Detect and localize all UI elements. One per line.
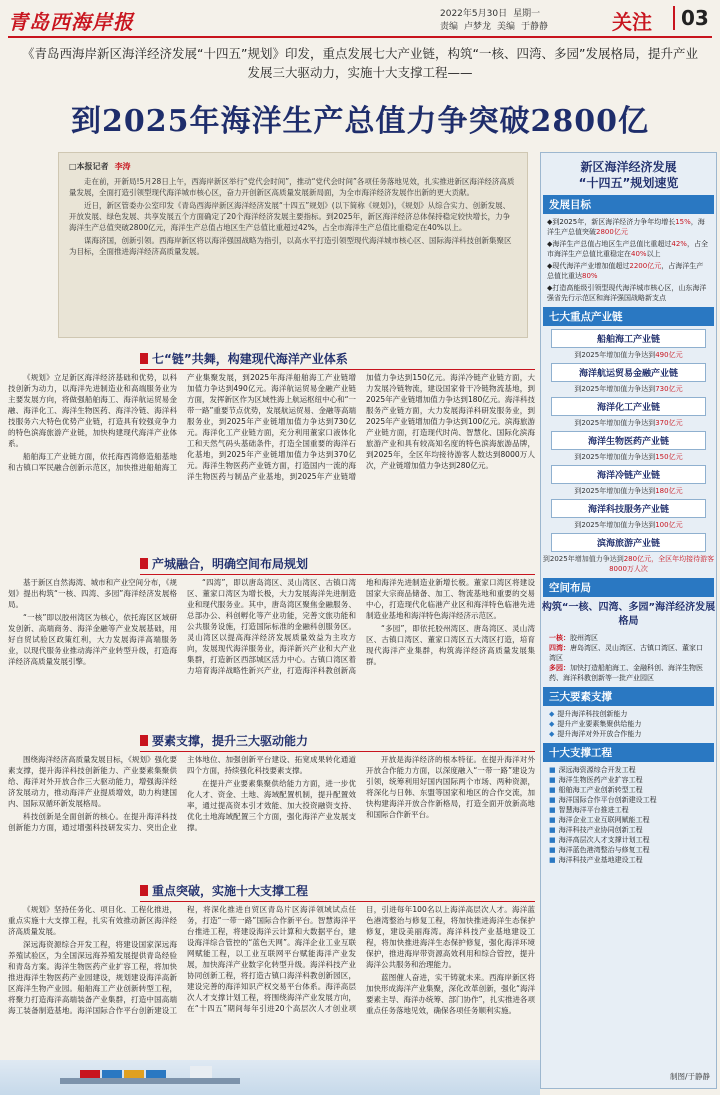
goal-item: ◆海洋生产总值占地区生产总值比重超过42%，占全市海洋生产总值比重稳定在40%以上 [547, 240, 708, 258]
list-item: ■ 海洋企业工业互联网赋能工程 [549, 816, 650, 824]
body-paragraph: 围绕海洋经济高质量发展目标，《规划》强化要素支撑，提升海洋科技创新能力、产业要素集聚供给、海洋对外开放合作三大驱动能力，增强海洋经济发展动力，推动海洋产业提质增效，助力构建国内、国际双循环新发展格局。 [8, 755, 177, 808]
issue-weekday: 星期一 [513, 9, 541, 19]
body-paragraph: “一核”即以胶州湾区为核心，依托海区区域研发创新、高端商务、海洋金融等产业发展基础，用好自贸试验区政策红利，大力发展海洋高端服务业，以现代服务业推动海洋产业转型升级，打造海洋经济高质量发展引擎。 [8, 613, 177, 666]
list-item: ■ 海洋蓝色港湾整治与修复工程 [549, 846, 650, 854]
sidebar-title-line: 新区海洋经济发展 [580, 160, 677, 174]
drives-list [549, 709, 708, 739]
chain-name: 海洋化工产业链 [551, 397, 706, 416]
layout-row: 多园：加快打造船舶海工、金融科创、海洋生物医药、海洋科教创新等一批产业园区 [549, 664, 703, 682]
chain-name: 海洋生物医药产业链 [551, 431, 706, 450]
body-paragraph: 深远海资源综合开发工程，将建设国家深远海养殖试验区，为全国深远海养殖发展提供青岛经验和青岛方案。海洋生物医药产业扩容工程，将加快推进海洋生物医药产业园建设，规划建设海洋高新区海洋生物产业园。船舶海工产业创新转型工程，将聚力打造海洋高端装备产业集群，打造中国高端海工装备制造基地。海洋国际合作平台创新建设工程，将深化推进自贸区青岛片区海洋领域试点任务，打造“一带一路”国际合作新平台。智慧海洋平台推进工程，将建设海洋云计算和大数据平台，建设海洋综合管控的“蓝色天网”。海洋企业工业互联网赋能工程，以工业互联网平台赋能海洋产业发展，加快海洋产业数字化转型升级。海洋科技产业协同创新工程，将打造古镇口海洋科教创新园区，建设完善的海洋知识产权交易平台体系。海洋高层次人才支撑计划工程，将围绕海洋产业发展方向，在“十四五”期间每年引进20个高层次人才创业项目，引进每年100名以上海洋高层次人才。海洋蓝色港湾整治与修复工程，将加快推进海洋生态保护修复，建设美丽海湾。海洋科技产业基地建设工程，将加快推进海洋生态保护修复，强化海洋环境保护，推进海岸带资源高效利用和综合管控，提升海洋公共服务和治理能力。 [8, 905, 535, 1015]
section-name: 关注 [612, 10, 652, 34]
byline-name: 李涛 [114, 162, 131, 171]
section-2-heading [140, 555, 535, 575]
header-meta [440, 8, 615, 34]
chain-value: 到2025年增加值力争达到150亿元 [574, 453, 683, 461]
layout-bar: 空间布局 [543, 578, 714, 597]
body-paragraph: 蓝图催人奋进，实干铸就未来。西海岸新区将加快形成海洋产业集聚，深化改革创新，强化“海洋要素主导、海洋办统筹、部门协作”，扎实推进各项重点任务落地见效，确保各项任务顺利实施。 [366, 973, 535, 1015]
sidebar-title-line: “十四五”规划速览 [578, 176, 679, 190]
list-item: ■ 深远海资源综合开发工程 [549, 766, 636, 774]
lead-paragraph: 走在前，开新局!5月28日上午，西海岸新区举行“党代会时间”，推动“党代会时间”各项任务落地见效，扎实推进新区海洋经济高质量发展，全面打造引领型现代海洋城市核心区，奋力开创新区高质量发展新局面，为全市海洋经济发展作出新的更大贡献。 [69, 177, 515, 197]
body-paragraph: 科技创新是全面创新的核心。在提升海洋科技创新能力方面，通过增强科技研发实力、突出企业主体地位、加强创新平台建设、拓宽成果转化通道四个方面，持续强化科技要素支撑。 [8, 755, 356, 832]
masthead-logo: 青岛西海岸报 [8, 10, 134, 34]
chain-value: 到2025年增加值力争达到490亿元 [574, 351, 683, 359]
graphic-credit: 制图/于静静 [669, 1072, 710, 1081]
lead-paragraph: 谋海济国，创新引领。西海岸新区将以海洋强国战略为指引，以高水平打造引领型现代海洋城市核心区、国际海洋科技创新集聚区为目标，全面推进海洋经济高质量发展。 [69, 236, 512, 256]
byline-label: □本报记者 [69, 162, 109, 171]
projects-bar: 十大支撑工程 [543, 743, 714, 762]
section-1-body [8, 372, 535, 552]
page-number: 03 [673, 6, 709, 30]
sidebar-infographic [540, 152, 717, 1089]
issue-date: 2022年5月30日 [440, 9, 508, 19]
list-item: ■ 海洋科技产业基地建设工程 [549, 856, 643, 864]
goals-list [547, 217, 710, 303]
layout-row: 四湾：唐岛湾区、灵山湾区、古镇口湾区、董家口湾区 [549, 644, 703, 662]
article-subtitle: 《青岛西海岸新区海洋经济发展“十四五”规划》印发，重点发展七大产业链，构筑“一核、四湾、多园”发展格局，提升产业发展三大驱动力，实施十大支撑工程—— [22, 46, 698, 80]
goal-item: ◆到2025年，新区海洋经济力争年均增长15%，海洋生产总值突破2800亿元 [547, 218, 705, 236]
body-paragraph: 《规划》立足新区海洋经济基础和优势，以科技创新为动力，以海洋先进制造业和高端服务业为主要发展方向，将做强船舶海工、海洋航运贸易金融、海洋化工、海洋生物医药、海洋冷链、海洋科技服务六大特色优势产业链，打造具有较强竞争力的特色滨海旅游产业链，加快构建现代海洋产业体系。 [8, 373, 177, 448]
goals-bar: 发展目标 [543, 195, 714, 214]
art-label: 美编 [497, 22, 516, 32]
list-item: ■ 智慧海洋平台推进工程 [549, 806, 629, 814]
article-headline: 到2025年海洋生产总值力争突破2800亿 [71, 104, 649, 139]
section-title: 重点突破，实施十大支撑工程 [152, 884, 309, 898]
section-title: 七“链”共舞，构建现代海洋产业体系 [152, 352, 348, 366]
body-paragraph: “四湾”，即以唐岛湾区、灵山湾区、古镇口湾区、董家口湾区为增长极，大力发展海洋先进制造业和现代服务业。其中，唐岛湾区聚焦金融服务、总部办公、科创孵化等产业功能，完善文旅功能和公共服务设施，打造国际标准的金融科创服务区。灵山湾区以提高海洋经济发展质量效益为主攻方向，发展现代海洋服务业，海洋新兴产业和大产业集群，打造新区西部城区活力中心。古镇口湾区着力培育海洋战略性新兴产业，打造海洋科教创新高地和海洋先进制造业新增长极。董家口湾区将建设国家大宗商品储备、加工、物流基地和重要的交易中心，打造现代化临港产业区和海洋特色临港先进制造业基地和海洋特色海洋经济示范区。 [187, 578, 535, 675]
body-paragraph: 在提升产业要素集聚供给能力方面，进一步优化人才、资金、土地、海域配置机制，提升配置效率，通过提高资本引才效能、加大投资融资支持、优化土地海域配置三个方面，强化海洋产业发展支撑。 [187, 779, 356, 832]
body-paragraph: 《规划》坚持任务化、项目化、工程化推进，重点实施十大支撑工程，扎实有效推动新区海洋经济高质量发展。 [8, 905, 177, 936]
chain-value: 到2025年增加值力争达到280亿元，全区年均接待游客8000万人次 [542, 555, 715, 573]
list-item: ■ 海洋国际合作平台创新建设工程 [549, 796, 657, 804]
chain-value: 到2025年增加值力争达到370亿元 [574, 419, 683, 427]
section-1-heading [140, 350, 535, 370]
body-paragraph: 基于新区自然海湾、城市和产业空间分布，《规划》提出构筑“一核、四湾、多园”海洋经济发展格局。 [8, 578, 177, 609]
section-4-heading [140, 882, 535, 902]
header-divider [8, 36, 712, 38]
ship-illustration [40, 1064, 260, 1088]
section-3-body [8, 754, 535, 879]
chains-list [541, 329, 716, 574]
layout-row: 一核：胶州湾区 [549, 634, 598, 642]
byline [69, 161, 517, 172]
chain-name: 海洋科技服务产业链 [551, 499, 706, 518]
projects-list [549, 765, 708, 865]
layout-rows [549, 633, 708, 683]
list-item: ◆ 提升海洋科技创新能力 [549, 710, 628, 718]
lead-paragraph: 近日，新区管委办公室印发《青岛西海岸新区海洋经济发展“十四五”规划》(以下简称《规划》)，《规划》从综合实力、创新发展、开放发展、绿色发展、共享发展五个方面确定了20个海洋经济发展主要指标。到2025年，新区海洋经济总体保持稳定较快增长，力争海洋生产总值突破2800亿元，海洋生产总值占地区生产总值比重超过42%，占全市海洋生产总值比重稳定在40%以上。 [69, 201, 511, 232]
chains-bar: 七大重点产业链 [543, 307, 714, 326]
section-title: 要素支撑，提升三大驱动能力 [152, 734, 309, 748]
body-paragraph: 开放是海洋经济的根本特征。在提升海洋对外开放合作能力方面，以深度融入“一带一路”建设为引领，统筹利用好国内国际两个市场、两种资源，将深化与日韩、东盟等国家和地区的合作交流，加快构建海洋开放合作新格局，打造全面开放新高地和国际合作新平台。 [366, 755, 535, 819]
chain-name: 船舶海工产业链 [551, 329, 706, 348]
chain-value: 到2025年增加值力争达到100亿元 [574, 521, 683, 529]
drives-bar: 三大要素支撑 [543, 687, 714, 706]
list-item: ■ 海洋科技产业协同创新工程 [549, 826, 643, 834]
body-paragraph: 船舶海工产业链方面，依托海西湾修造船基地和古镇口军民融合创新示范区，加快推进船舶海工产业集聚发展，到2025年海洋船舶海工产业链增加值力争达到490亿元。海洋航运贸易金融产业链方面，发挥新区作为区域性海上航运枢纽中心和“一带一路”重要节点优势，发展航运贸易、金融等高端服务业，到2025年产业链增加值力争达到730亿元。海洋化工产业链方面，充分利用董家口液体化工和天然气码头基础条件，打造全国重要的海洋石化基地，到2025年产业链增加值力争达到370亿元。海洋生物医药产业链方面，打造国内一流的海洋生物医药与制品产业基地，到2025年产业链增加值力争达到150亿元。海洋冷链产业链方面，大力发展冷链物流，建设国家骨干冷链物流基地，到2025年产业链增加值力争达到180亿元。海洋科技服务产业链方面，大力发展海洋科研发服务业，到2025年产业链增加值力争达到100亿元。滨海旅游产业链方面，打造现代时尚、智慧化、国际化滨海旅游产业和具有较高知名度的特色滨海旅游品牌，到2025年，全区年均接待游客人数达到8000万人次，产业链增加值力争达到280亿元。 [8, 373, 535, 481]
chain-name: 海洋航运贸易金融产业链 [551, 363, 706, 382]
list-item: ◆ 提升产业要素集聚供给能力 [549, 720, 642, 728]
chain-value: 到2025年增加值力争达到180亿元 [574, 487, 683, 495]
list-item: ■ 海洋高层次人才支撑计划工程 [549, 836, 650, 844]
sidebar-title [541, 159, 716, 191]
goal-item: ◆现代海洋产业增加值超过2200亿元，占海洋生产总值比重达80% [547, 262, 704, 280]
section-2-body [8, 577, 535, 727]
lead-box [58, 152, 528, 338]
chain-value: 到2025年增加值力争达到730亿元 [574, 385, 683, 393]
body-paragraph: “多园”，即依托胶州湾区、唐岛湾区、灵山湾区、古镇口湾区、董家口湾区五大湾区打造，培育现代海洋产业集群，构筑海洋经济高质量发展集群。 [366, 624, 535, 666]
editor-name: 卢梦龙 [464, 22, 492, 32]
chain-name: 滨海旅游产业链 [551, 533, 706, 552]
chain-name: 海洋冷链产业链 [551, 465, 706, 484]
editor-label: 责编 [440, 22, 459, 32]
list-item: ◆ 提升海洋对外开放合作能力 [549, 730, 642, 738]
section-3-heading [140, 732, 535, 752]
list-item: ■ 船舶海工产业创新转型工程 [549, 786, 643, 794]
layout-title: 构筑“一核、四湾、多园”海洋经济发展格局 [541, 602, 716, 627]
art-name: 于静静 [521, 22, 549, 32]
section-4-body [8, 904, 535, 1058]
section-title: 产城融合，明确空间布局规划 [152, 557, 309, 571]
list-item: ■ 海洋生物医药产业扩容工程 [549, 776, 643, 784]
goal-item: ◆打造高能级引领型现代海洋城市核心区，山东海洋强省先行示范区和海洋强国战略新支点 [547, 284, 707, 302]
